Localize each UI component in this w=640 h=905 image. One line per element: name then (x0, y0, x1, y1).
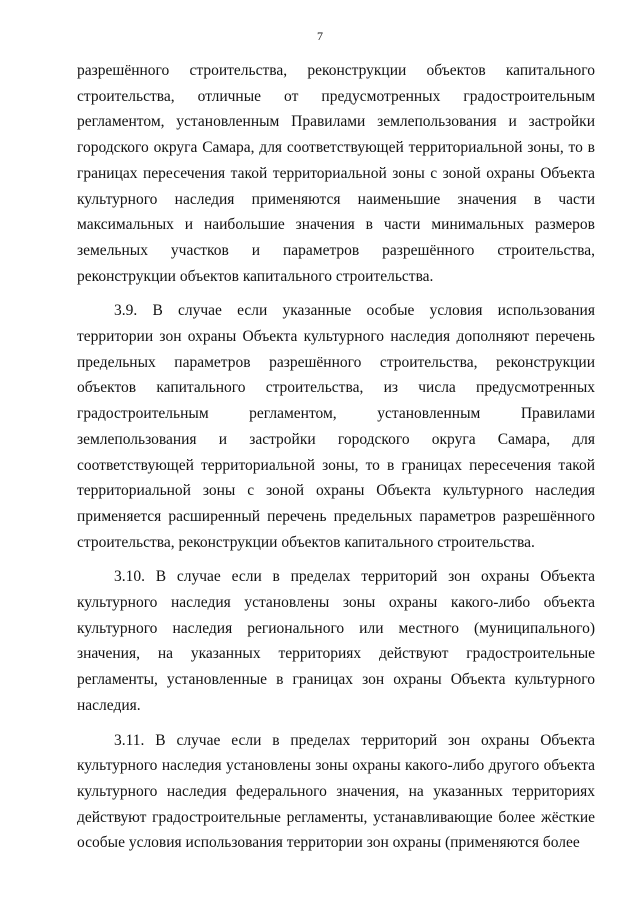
paragraph-3-11: 3.11. В случае если в пределах территорий зон охраны Объекта культурного наследия установлены зоны охраны какого-либо другого объекта культурного наследия федерального значения, на указанных территориях действуют градостроительные регламенты, устанавливающие более жёсткие особые условия использования территории зон охраны (применяются более (77, 731, 595, 852)
paragraph-3-10: 3.10. В случае если в пределах территорий зон охраны Объекта культурного наследия установлены зоны охраны какого-либо объекта культурного наследия регионального или местного (муниципального) значения, на указанных территориях действуют градостроительные регламенты, установленные в границах зон охраны Объекта культурного наследия. (77, 568, 595, 714)
page-number: 7 (317, 29, 323, 43)
paragraph-3-9: 3.9. В случае если указанные особые условия использования территории зон охраны Объекта культурного наследия дополняют перечень предельных параметров разрешённого строительства, реконструкции объектов капитального строительства, из числа предусмотренных градостроительным регламентом, установленным Правилами землепользования и застройки городского округа Самара, для соответствующей территориальной зоны, то в границах пересечения такой территориальной зоны с зоной охраны Объекта культурного наследия применяется расширенный перечень предельных параметров разрешённого строительства, реконструкции объектов капитального строительства. (77, 302, 595, 551)
paragraph-continuation: разрешённого строительства, реконструкции объектов капитального строительства, отличные от предусмотренных градостроительным регламентом, установленным Правилами землепользования и застройки городского округа Самара, для соответствующей территориальной зоны, то в границах пересечения такой территориальной зоны с зоной охраны Объекта культурного наследия применяются наименьшие значения в части максимальных и наибольшие значения в части минимальных размеров земельных участков и параметров разрешённого строительства, реконструкции объектов капитального строительства. (77, 62, 595, 285)
document-body (77, 58, 595, 865)
